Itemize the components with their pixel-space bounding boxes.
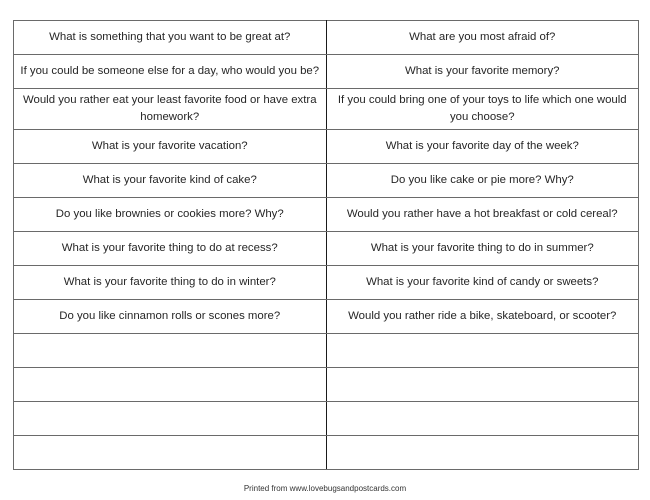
question-card: What is your favorite day of the week? <box>326 130 639 164</box>
table-row <box>14 334 639 368</box>
printed-from-footer: Printed from www.lovebugsandpostcards.com <box>243 484 407 493</box>
table-row <box>14 266 639 300</box>
question-card: What is your favorite memory? <box>326 55 639 89</box>
blank-card <box>326 436 639 470</box>
question-card: What is your favorite kind of cake? <box>14 164 327 198</box>
question-cards-table <box>13 20 639 470</box>
question-card: Do you like cake or pie more? Why? <box>326 164 639 198</box>
question-card: What is your favorite thing to do in summer? <box>326 232 639 266</box>
blank-card <box>326 368 639 402</box>
question-card: Would you rather eat your least favorite food or have extra homework? <box>14 89 327 130</box>
question-card: Do you like brownies or cookies more? Why? <box>14 198 327 232</box>
question-cards-sheet <box>13 20 639 470</box>
blank-card <box>326 402 639 436</box>
question-card: Would you rather have a hot breakfast or cold cereal? <box>326 198 639 232</box>
blank-card <box>14 436 327 470</box>
table-row <box>14 130 639 164</box>
table-row <box>14 164 639 198</box>
table-row <box>14 300 639 334</box>
table-row <box>14 402 639 436</box>
table-row <box>14 55 639 89</box>
question-card: Do you like cinnamon rolls or scones more? <box>14 300 327 334</box>
blank-card <box>14 402 327 436</box>
table-row <box>14 198 639 232</box>
table-row <box>14 368 639 402</box>
question-card: Would you rather ride a bike, skateboard, or scooter? <box>326 300 639 334</box>
table-row <box>14 436 639 470</box>
question-card: What is your favorite thing to do in winter? <box>14 266 327 300</box>
blank-card <box>14 368 327 402</box>
blank-card <box>326 334 639 368</box>
question-card: What is something that you want to be great at? <box>14 21 327 55</box>
question-card: What is your favorite thing to do at recess? <box>14 232 327 266</box>
table-row <box>14 21 639 55</box>
question-card: What is your favorite vacation? <box>14 130 327 164</box>
table-row <box>14 232 639 266</box>
table-row <box>14 89 639 130</box>
question-card: What are you most afraid of? <box>326 21 639 55</box>
question-card: What is your favorite kind of candy or sweets? <box>326 266 639 300</box>
question-card: If you could be someone else for a day, who would you be? <box>14 55 327 89</box>
question-card: If you could bring one of your toys to life which one would you choose? <box>326 89 639 130</box>
blank-card <box>14 334 327 368</box>
